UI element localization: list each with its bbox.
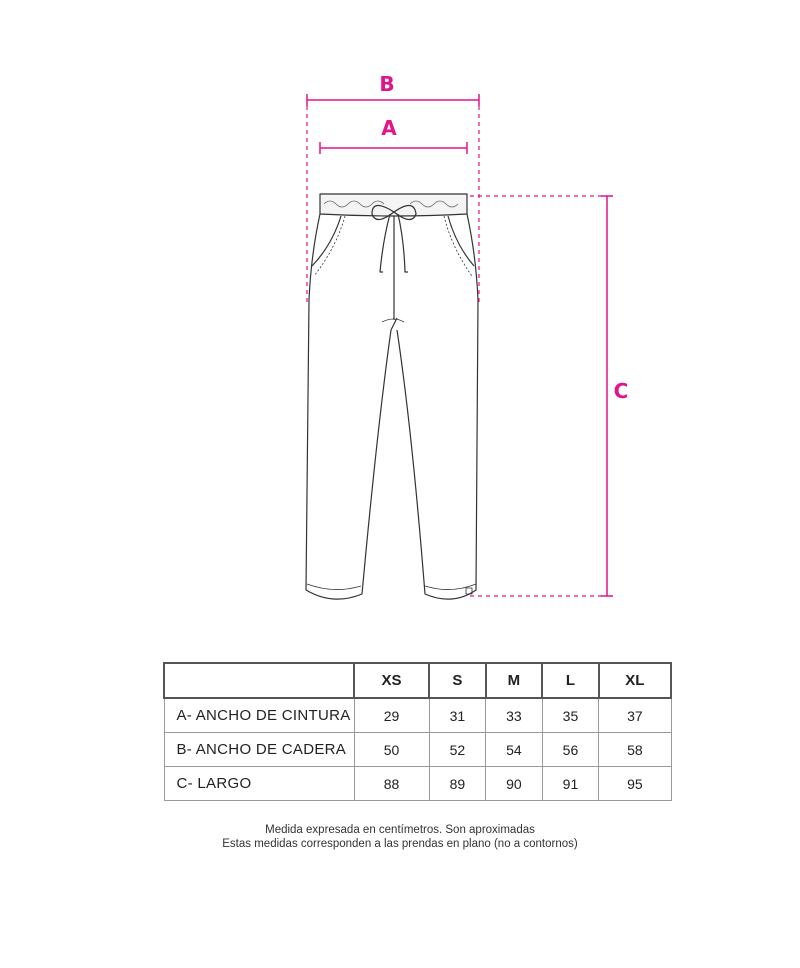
table-cell: 29 [354, 698, 429, 733]
row-label: C- LARGO [164, 767, 354, 801]
table-cell: 37 [599, 698, 671, 733]
table-cell: 89 [429, 767, 486, 801]
table-cell: 90 [486, 767, 543, 801]
left-cuff [307, 584, 361, 590]
header-blank-cell [164, 663, 354, 698]
left-pocket [312, 216, 341, 266]
fly-detail [382, 319, 404, 322]
label-b: B [379, 72, 395, 96]
table-cell: 95 [599, 767, 671, 801]
note-line-1: Medida expresada en centímetros. Son aproximadas [265, 824, 535, 836]
table-row [164, 733, 671, 767]
label-c: C [613, 379, 629, 403]
row-label: B- ANCHO DE CADERA [164, 733, 354, 767]
table-cell: 52 [429, 733, 486, 767]
drawstring-left [380, 214, 390, 272]
measurement-notes [0, 823, 800, 851]
header-size-s: S [429, 663, 486, 698]
left-leg [306, 214, 397, 599]
right-leg [397, 214, 478, 599]
table-row [164, 767, 671, 801]
label-a: A [381, 116, 397, 140]
table-cell: 54 [486, 733, 543, 767]
table-header-row [164, 663, 671, 698]
right-pocket-edge [444, 216, 472, 276]
row-label: A- ANCHO DE CINTURA [164, 698, 354, 733]
note-line-2: Estas medidas corresponden a las prendas en plano (no a contornos) [222, 838, 578, 850]
pants-outline [306, 194, 478, 599]
table-cell: 33 [486, 698, 543, 733]
dimension-a [320, 142, 467, 154]
table-row [164, 698, 671, 733]
right-cuff [425, 584, 476, 590]
drawstring-right [398, 214, 408, 272]
table-cell: 50 [354, 733, 429, 767]
left-pocket-edge [314, 216, 345, 276]
dimension-c [470, 196, 613, 596]
table-cell: 31 [429, 698, 486, 733]
size-chart-table [163, 662, 672, 801]
table-cell: 88 [354, 767, 429, 801]
table-cell: 91 [542, 767, 599, 801]
header-size-xl: XL [599, 663, 671, 698]
table-cell: 58 [599, 733, 671, 767]
header-size-xs: XS [354, 663, 429, 698]
table-cell: 56 [542, 733, 599, 767]
header-size-m: M [486, 663, 543, 698]
table-cell: 35 [542, 698, 599, 733]
header-size-l: L [542, 663, 599, 698]
